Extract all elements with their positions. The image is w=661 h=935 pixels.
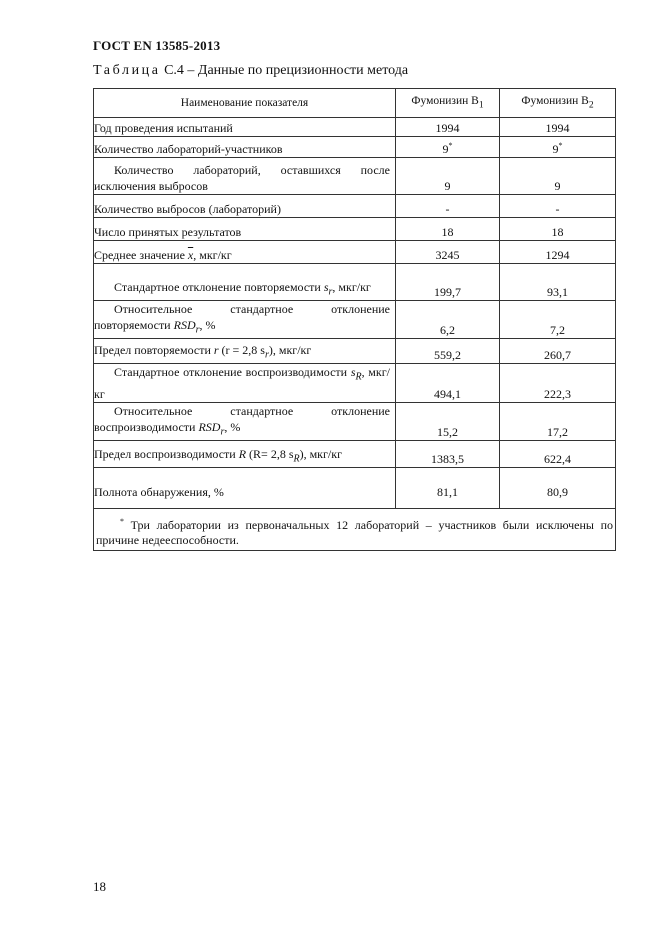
row-name <box>94 364 396 402</box>
row-name: Количество лабораторий, оставшихся после исключения выбросов <box>94 158 396 195</box>
row-name <box>94 264 396 301</box>
symbol-rsd-r: $RSD_r$ <box>198 419 225 438</box>
page-number: 18 <box>93 879 106 894</box>
table-row <box>94 118 616 137</box>
table-row <box>94 218 616 241</box>
row-name-suffix: , мкг/кг <box>193 248 232 262</box>
table-row <box>94 241 616 264</box>
value-b1: 199,7 <box>396 264 500 301</box>
value-b2: 93,1 <box>500 264 616 301</box>
footnote-mark: * <box>558 141 563 150</box>
value-b2: 9 <box>500 158 616 195</box>
column-header-b1-text: Фумонизин B <box>411 95 479 108</box>
row-name <box>94 339 396 364</box>
footnote-mark: * <box>448 141 453 150</box>
value-b2: 80,9 <box>500 468 616 509</box>
symbol-s-R: $s_R$ <box>350 365 362 383</box>
subscript-2: 2 <box>588 99 594 111</box>
row-name: Год проведения испытаний <box>94 118 396 137</box>
value-b1: 3245 <box>396 241 500 264</box>
row-formula: (R= 2,8 s <box>246 446 294 461</box>
row-name-text: Относительное стандартное отклонение повторяемости <box>94 302 390 332</box>
precision-table <box>93 88 616 551</box>
subscript-1: 1 <box>478 99 484 111</box>
value-b1: 9 <box>396 158 500 195</box>
row-name-suffix: , % <box>199 318 216 332</box>
row-name <box>94 241 396 264</box>
value-b2: 18 <box>500 218 616 241</box>
table-caption <box>93 63 408 79</box>
value-text: 9 <box>442 142 449 156</box>
row-name-suffix: , мкг/кг <box>332 279 371 294</box>
column-header-b2-text: Фумонизин B <box>521 95 589 108</box>
column-header-fumonisin-b2 <box>500 89 616 118</box>
row-name <box>94 402 396 440</box>
footnote-mark: * <box>120 517 124 527</box>
row-name-text: Стандартное отклонение повторяемости <box>114 279 321 294</box>
value-b2: 222,3 <box>500 364 616 402</box>
table-footnote <box>94 509 616 551</box>
value-b1: 1383,5 <box>396 441 500 468</box>
symbol-s-r: $s_r$ <box>323 279 333 297</box>
table-row <box>94 158 616 195</box>
value-b2 <box>500 137 616 158</box>
table-header-row <box>94 89 616 118</box>
value-b1: - <box>396 195 500 218</box>
column-header-fumonisin-b1 <box>396 89 500 118</box>
caption-prefix: Таблица <box>93 63 161 78</box>
value-b2: 1994 <box>500 118 616 137</box>
table-row <box>94 468 616 509</box>
subscript-r: r <box>264 349 269 361</box>
row-name: Число принятых результатов <box>94 218 396 241</box>
value-b1: 1994 <box>396 118 500 137</box>
symbol-R: R <box>238 446 247 461</box>
value-b2: 1294 <box>500 241 616 264</box>
table-footnote-row <box>94 509 616 551</box>
symbol-rsd-r: $RSD_r$ <box>173 318 200 336</box>
table-row <box>94 402 616 440</box>
caption-number: С.4 <box>164 63 184 78</box>
value-text: 9 <box>552 142 559 156</box>
table-row <box>94 301 616 339</box>
value-b2: 17,2 <box>500 402 616 440</box>
table-row <box>94 364 616 402</box>
value-b1: 18 <box>396 218 500 241</box>
value-b2: 7,2 <box>500 301 616 339</box>
value-b1: 494,1 <box>396 364 500 402</box>
table-row <box>94 264 616 301</box>
value-b2: 622,4 <box>500 441 616 468</box>
row-formula: (r = 2,8 s <box>218 343 265 357</box>
row-name-text: Предел повторяемости <box>94 343 211 357</box>
footnote-text: Три лаборатории из первоначальных 12 лабораторий – участников были исключены по причине недееспособности. <box>96 518 613 548</box>
value-b2: 260,7 <box>500 339 616 364</box>
value-b1: 559,2 <box>396 339 500 364</box>
table-row <box>94 441 616 468</box>
table-row <box>94 195 616 218</box>
value-b1 <box>396 137 500 158</box>
row-name <box>94 441 396 468</box>
row-name-suffix: , % <box>224 419 241 434</box>
row-name <box>94 301 396 339</box>
row-name-suffix: ), мкг/кг <box>299 446 343 461</box>
row-name-text: Среднее значение <box>94 248 185 262</box>
row-name-text: Стандартное отклонение воспроизводимости <box>114 365 348 380</box>
document-code: ГОСТ EN 13585-2013 <box>93 38 221 53</box>
row-name: Количество выбросов (лабораторий) <box>94 195 396 218</box>
row-name-text: Относительное стандартное отклонение воспроизводимости <box>94 403 390 434</box>
row-name-text: Предел воспроизводимости <box>94 446 236 461</box>
table-row <box>94 137 616 158</box>
value-b2: - <box>500 195 616 218</box>
table-row <box>94 339 616 364</box>
row-name-suffix: ), мкг/кг <box>268 343 312 357</box>
symbol-x-bar: $\overline{x}$ <box>187 248 194 262</box>
row-name: Количество лабораторий-участников <box>94 137 396 158</box>
row-name-suffix: , мкг/кг <box>94 365 390 401</box>
symbol-r: r <box>213 343 219 357</box>
column-header-indicator: Наименование показателя <box>94 89 396 118</box>
subscript-R: R <box>293 453 300 465</box>
value-b1: 6,2 <box>396 301 500 339</box>
row-name: Полнота обнаружения, % <box>94 468 396 509</box>
value-b1: 15,2 <box>396 402 500 440</box>
caption-title: – Данные по прецизионности метода <box>187 63 409 78</box>
value-b1: 81,1 <box>396 468 500 509</box>
